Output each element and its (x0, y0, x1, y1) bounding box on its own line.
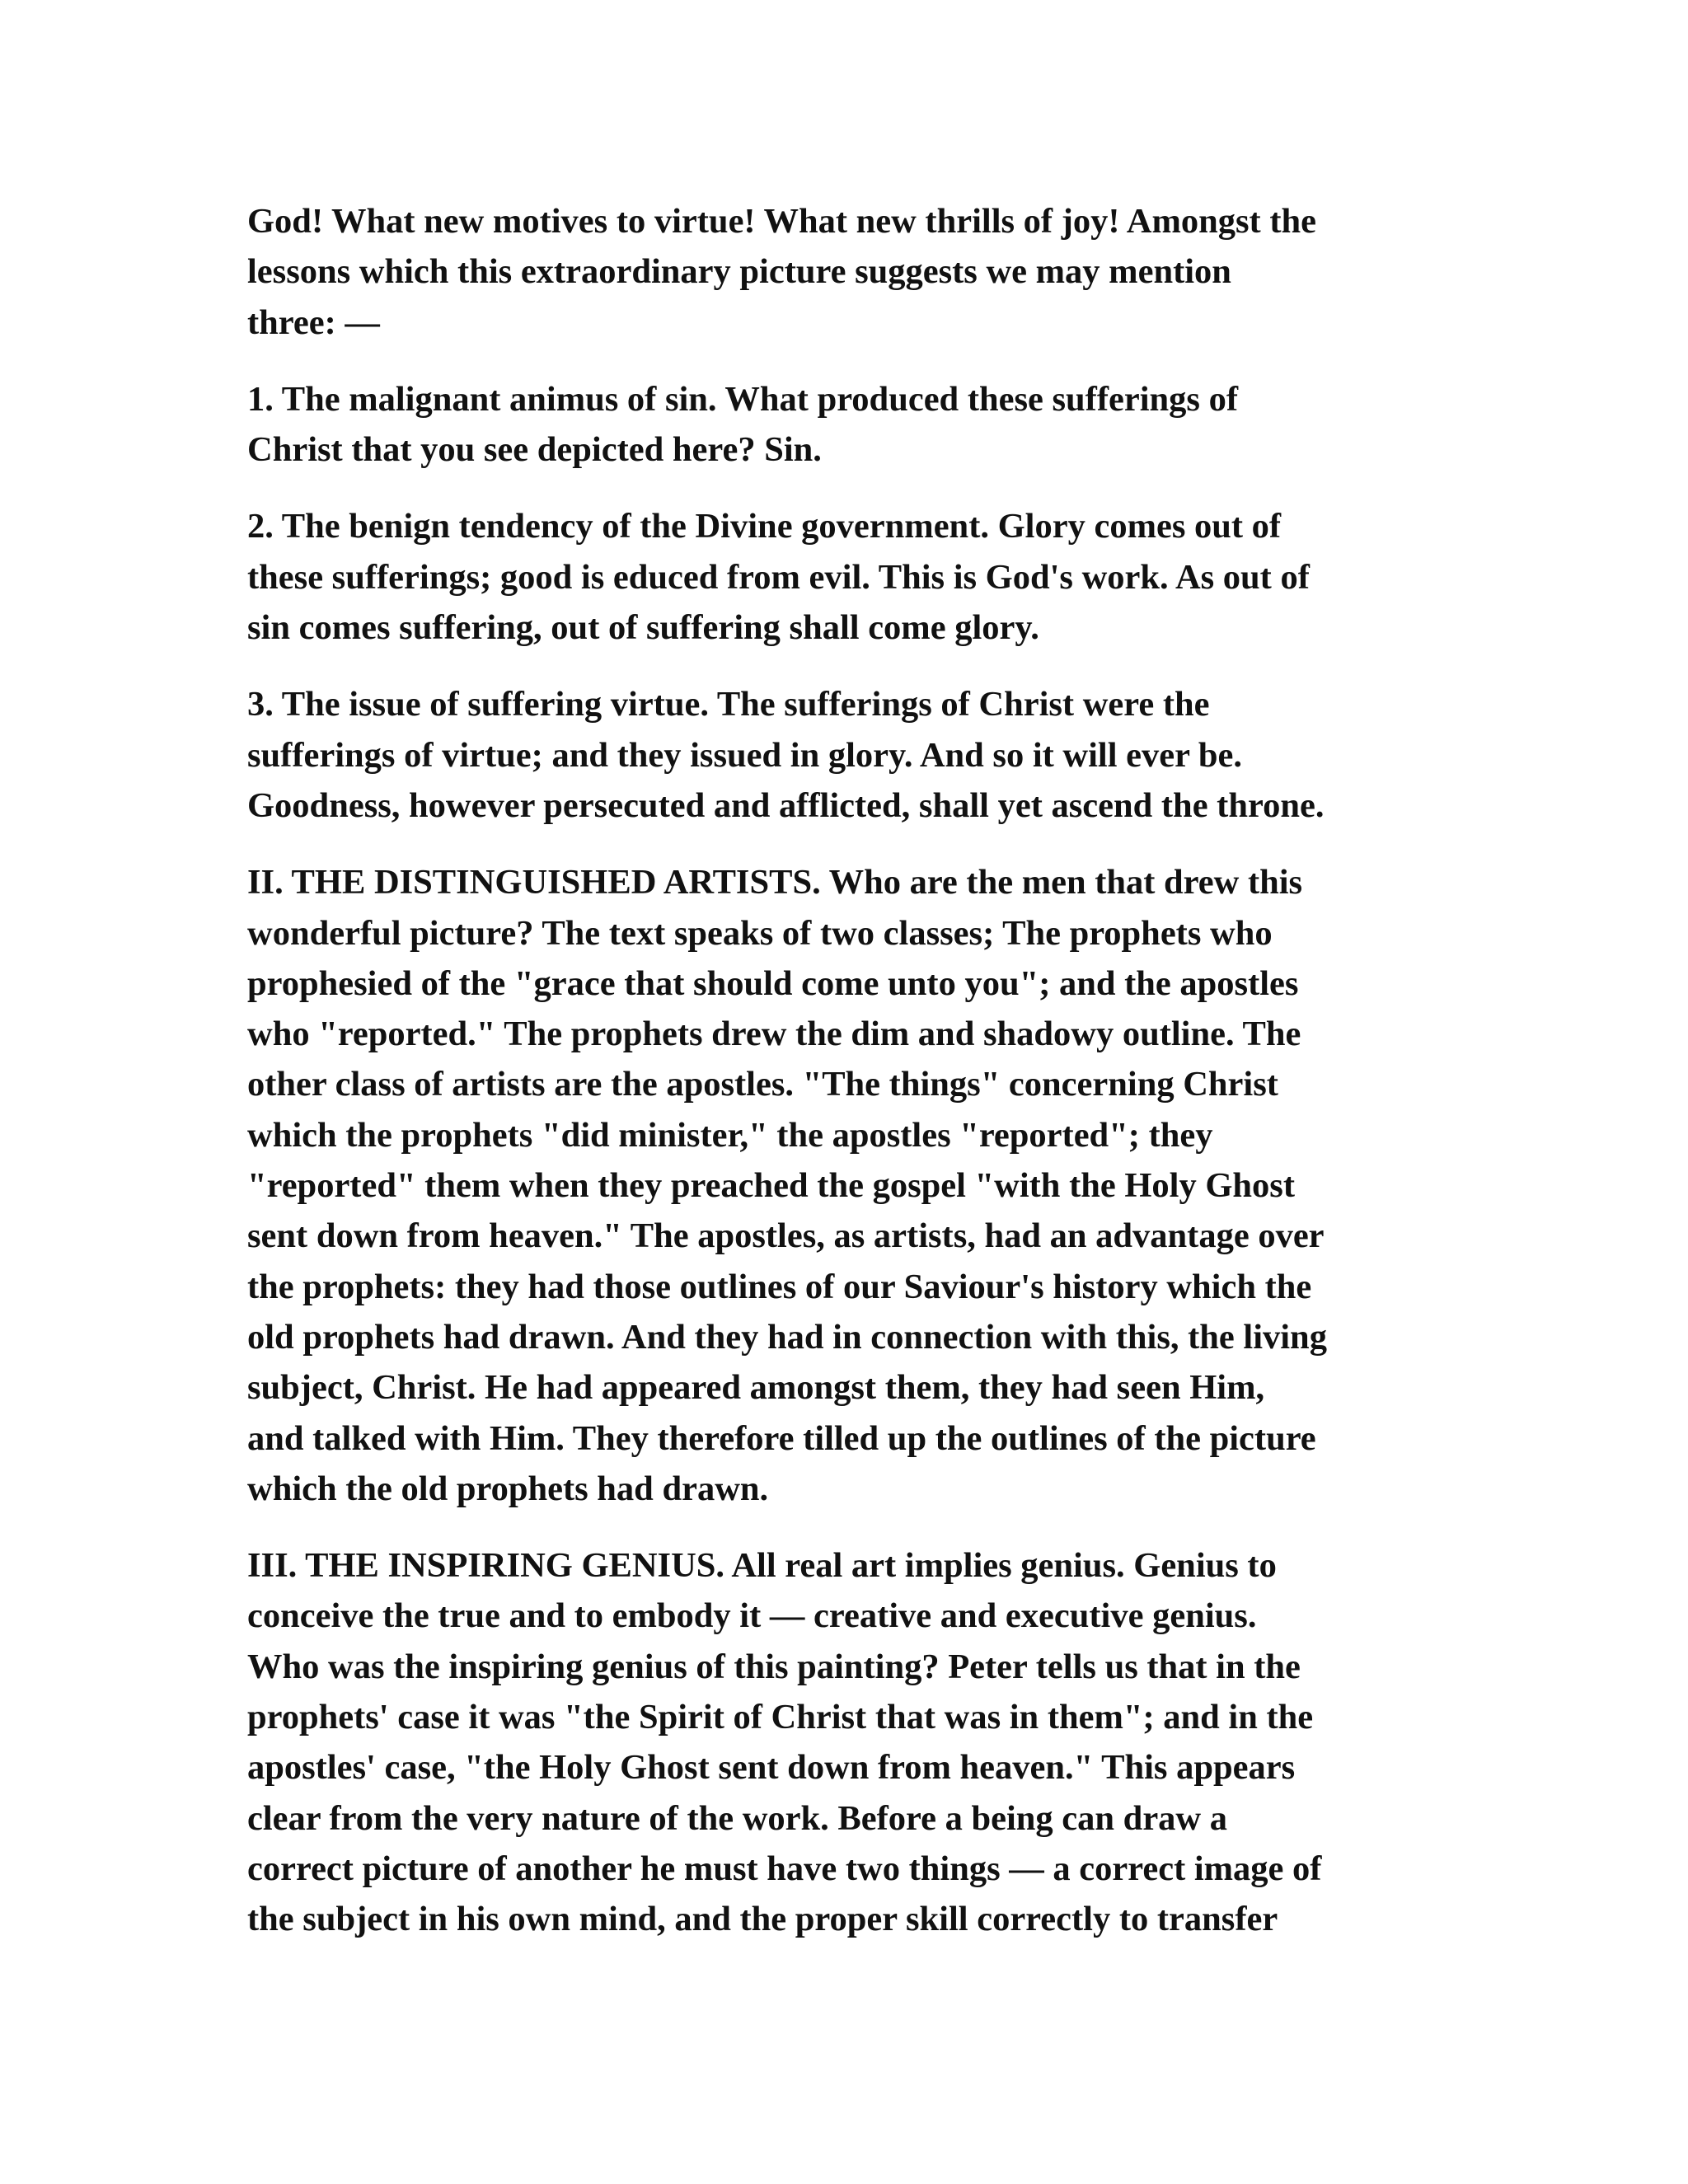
text-line: conceive the true and to embody it — creative and executive genius. (247, 1596, 1257, 1636)
text-line: which the old prophets had drawn. (247, 1469, 769, 1508)
text-line: 3. The issue of suffering virtue. The sufferings of Christ were the (247, 685, 1210, 724)
paragraph-distinguished-artists (247, 857, 1442, 1514)
paragraph-inspiring-genius (247, 1540, 1442, 1944)
text-line: who "reported." The prophets drew the dim and shadowy outline. The (247, 1015, 1301, 1054)
text-line: sin comes suffering, out of suffering shall come glory. (247, 608, 1039, 648)
text-line: the prophets: they had those outlines of our Saviour's history which the (247, 1267, 1312, 1306)
text-line: apostles' case, "the Holy Ghost sent down from heaven." This appears (247, 1748, 1296, 1788)
paragraph-lesson-2 (247, 501, 1442, 653)
paragraph-lesson-3 (247, 679, 1442, 831)
text-line: these sufferings; good is educed from evil. This is God's work. As out of (247, 557, 1310, 597)
text-line: the subject in his own mind, and the proper skill correctly to transfer (247, 1900, 1278, 1939)
paragraph-intro (247, 196, 1442, 348)
text-line: subject, Christ. He had appeared amongst them, they had seen Him, (247, 1368, 1265, 1408)
text-line: Goodness, however persecuted and afflicted, shall yet ascend the throne. (247, 785, 1325, 825)
text-line: and talked with Him. They therefore tilled up the outlines of the picture (247, 1418, 1316, 1458)
text-line: wonderful picture? The text speaks of two classes; The prophets who (247, 913, 1273, 953)
text-line: correct picture of another he must have two things — a correct image of (247, 1849, 1322, 1888)
text-line: God! What new motives to virtue! What new thrills of joy! Amongst the (247, 202, 1316, 241)
text-line: III. THE INSPIRING GENIUS. All real art implies genius. Genius to (247, 1546, 1277, 1586)
text-line: clear from the very nature of the work. Before a being can draw a (247, 1798, 1228, 1838)
text-line: three: — (247, 302, 380, 342)
text-line: lessons which this extraordinary picture suggests we may mention (247, 252, 1231, 292)
paragraph-lesson-1 (247, 374, 1442, 476)
body-text (247, 196, 1442, 1971)
text-line: sent down from heaven." The apostles, as artists, had an advantage over (247, 1216, 1325, 1256)
text-line: prophesied of the "grace that should come unto you"; and the apostles (247, 963, 1299, 1003)
text-line: 1. The malignant animus of sin. What produced these sufferings of (247, 379, 1238, 419)
text-line: which the prophets "did minister," the apostles "reported"; they (247, 1115, 1213, 1155)
text-line: prophets' case it was "the Spirit of Christ that was in them"; and in the (247, 1698, 1314, 1737)
text-line: sufferings of virtue; and they issued in glory. And so it will ever be. (247, 735, 1242, 775)
text-line: other class of artists are the apostles. "The things" concerning Christ (247, 1065, 1278, 1104)
text-line: 2. The benign tendency of the Divine government. Glory comes out of (247, 507, 1282, 546)
text-line: Who was the inspiring genius of this painting? Peter tells us that in the (247, 1647, 1301, 1686)
text-line: Christ that you see depicted here? Sin. (247, 430, 822, 470)
text-line: "reported" them when they preached the gospel "with the Holy Ghost (247, 1166, 1295, 1206)
text-line: II. THE DISTINGUISHED ARTISTS. Who are the men that drew this (247, 863, 1303, 902)
text-line: old prophets had drawn. And they had in connection with this, the living (247, 1317, 1327, 1357)
